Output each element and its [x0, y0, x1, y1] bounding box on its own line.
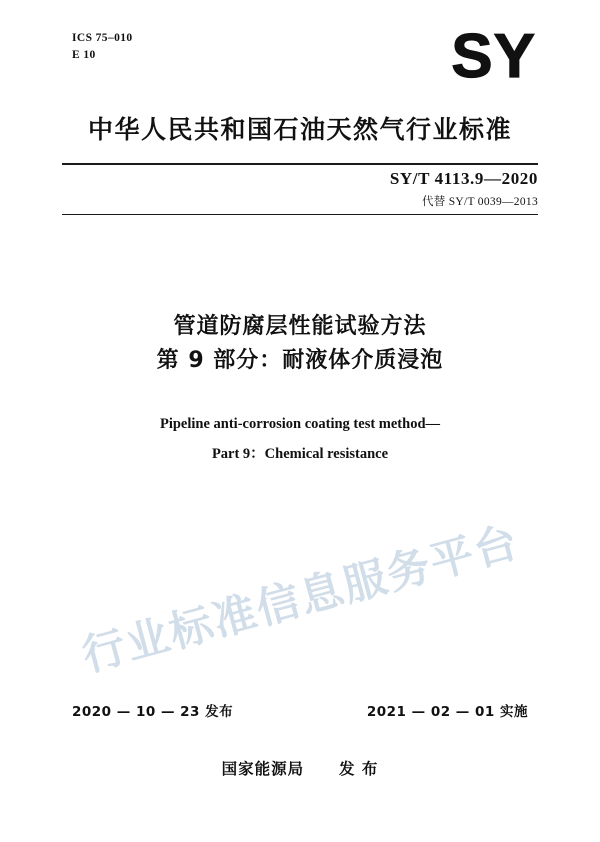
ics-code-block [72, 30, 133, 63]
organization-line: 中华人民共和国石油天然气行业标准 [87, 115, 512, 144]
title-english-line2: Part 9：Chemical resistance [211, 445, 389, 462]
divider-bottom [62, 214, 538, 215]
title-english [0, 410, 600, 469]
title-chinese-line2: 第 9 部分：耐液体介质浸泡 [156, 348, 444, 374]
effective-date: 2021 — 02 — 01 实施 [366, 704, 528, 720]
ics-code: ICS 75–010 [72, 32, 133, 44]
standard-code-block [390, 169, 538, 209]
classification-code: E 10 [72, 48, 96, 61]
watermark-text: 行业标准信息服务平台 [77, 516, 525, 682]
publisher-action: 发 布 [338, 760, 379, 778]
publisher-name: 国家能源局 [221, 760, 305, 778]
divider-top [62, 163, 538, 165]
standard-number: SY/T 4113.9—2020 [389, 169, 538, 188]
standard-replaces: 代替 SY/T 0039—2013 [421, 196, 538, 208]
date-row [72, 700, 528, 720]
title-chinese [0, 310, 600, 378]
issue-date: 2020 — 10 — 23 发布 [72, 704, 234, 720]
publisher-line [0, 757, 600, 779]
title-english-line1: Pipeline anti-corrosion coating test method— [159, 416, 441, 432]
sy-logo: SY [451, 22, 536, 91]
title-chinese-line1: 管道防腐层性能试验方法 [173, 314, 427, 339]
